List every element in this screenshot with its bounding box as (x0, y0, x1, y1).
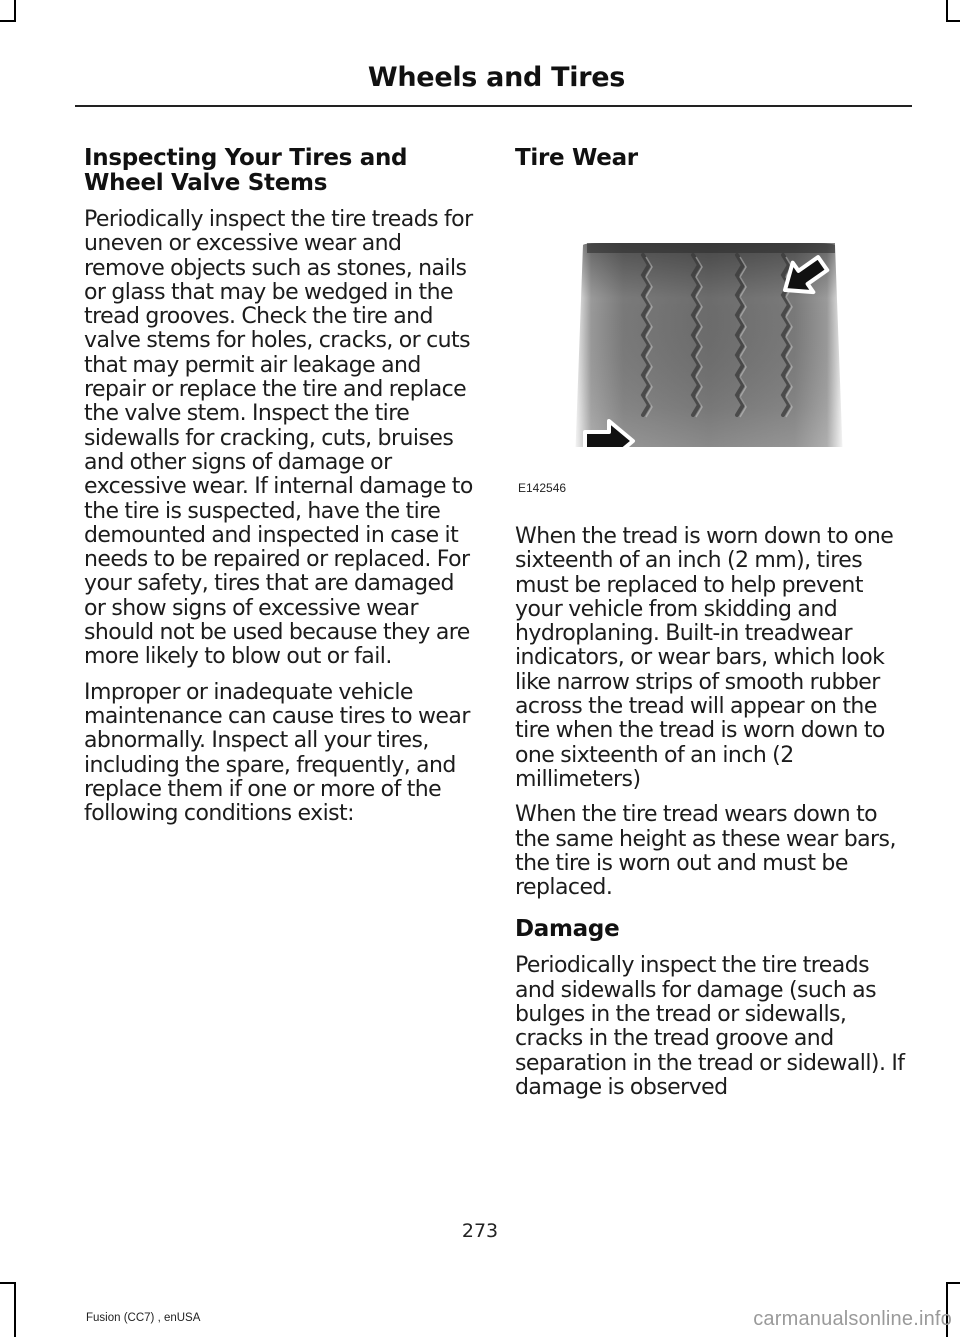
paragraph-damage: Periodically inspect the tire treads and sidewalls for damage (such as bulges in the tread or sidewalls, cracks in the tread groove and separation in the tread or sidewall). If damage is observed (515, 953, 905, 1100)
tire-tread-illustration (515, 195, 907, 447)
crop-mark (0, 20, 16, 22)
crop-mark (946, 1282, 960, 1284)
figure-code: E142546 (518, 481, 567, 495)
section-heading-inspecting: Inspecting Your Tires and Wheel Valve Stems (84, 145, 408, 196)
header-divider (75, 105, 912, 107)
paragraph-wear-bars: When the tire tread wears down to the same height as these wear bars, the tire is worn out and must be replaced. (515, 802, 896, 901)
section-heading-damage: Damage (515, 916, 620, 943)
crop-mark (14, 1282, 16, 1337)
edition-label: Fusion (CC7) , enUSA (86, 1312, 201, 1324)
paragraph-maintenance: Improper or inadequate vehicle maintenance can cause tires to wear abnormally. Inspect all your tires, including the spare, frequently, and replace them if one or more of the following conditions exist: (84, 679, 470, 827)
crop-mark (14, 0, 16, 22)
crop-mark (946, 0, 948, 22)
watermark: carmanualsonline.info (753, 1308, 952, 1330)
section-heading-tire-wear: Tire Wear (515, 145, 638, 171)
tire-wear-figure (515, 195, 907, 495)
left-column (84, 146, 476, 837)
paragraph-inspect: Periodically inspect the tire treads for uneven or excessive wear and remove objects such as stones, nails or glass that may be wedged in the tread grooves. Check the tire and valve stems for holes, cracks, or cuts that may permit air leakage and repair or replace the tire and replace the valve stem. Inspect the tire sidewalls for cracking, cuts, bruises and other signs of damage or excessive wear. If internal damage to the tire is suspected, have the tire demounted and inspected in case it needs to be repaired or replaced. For your safety, tires that are damaged or show signs of excessive wear should not be used because they are more likely to blow out or fail. (84, 207, 473, 670)
page-title: Wheels and Tires (367, 62, 625, 93)
crop-mark (946, 20, 960, 22)
right-column (515, 146, 911, 1111)
paragraph-tread-worn: When the tread is worn down to one sixteenth of an inch (2 mm), tires must be replaced to help prevent your vehicle from skidding and hydroplaning. Built-in treadwear indicators, or wear bars, which look like narrow strips of smooth rubber across the tread will appear on the tire when the tread is worn down to one sixteenth of an inch (2 millimeters) (515, 524, 894, 792)
crop-mark (0, 1282, 16, 1284)
page-number: 273 (461, 1220, 499, 1242)
